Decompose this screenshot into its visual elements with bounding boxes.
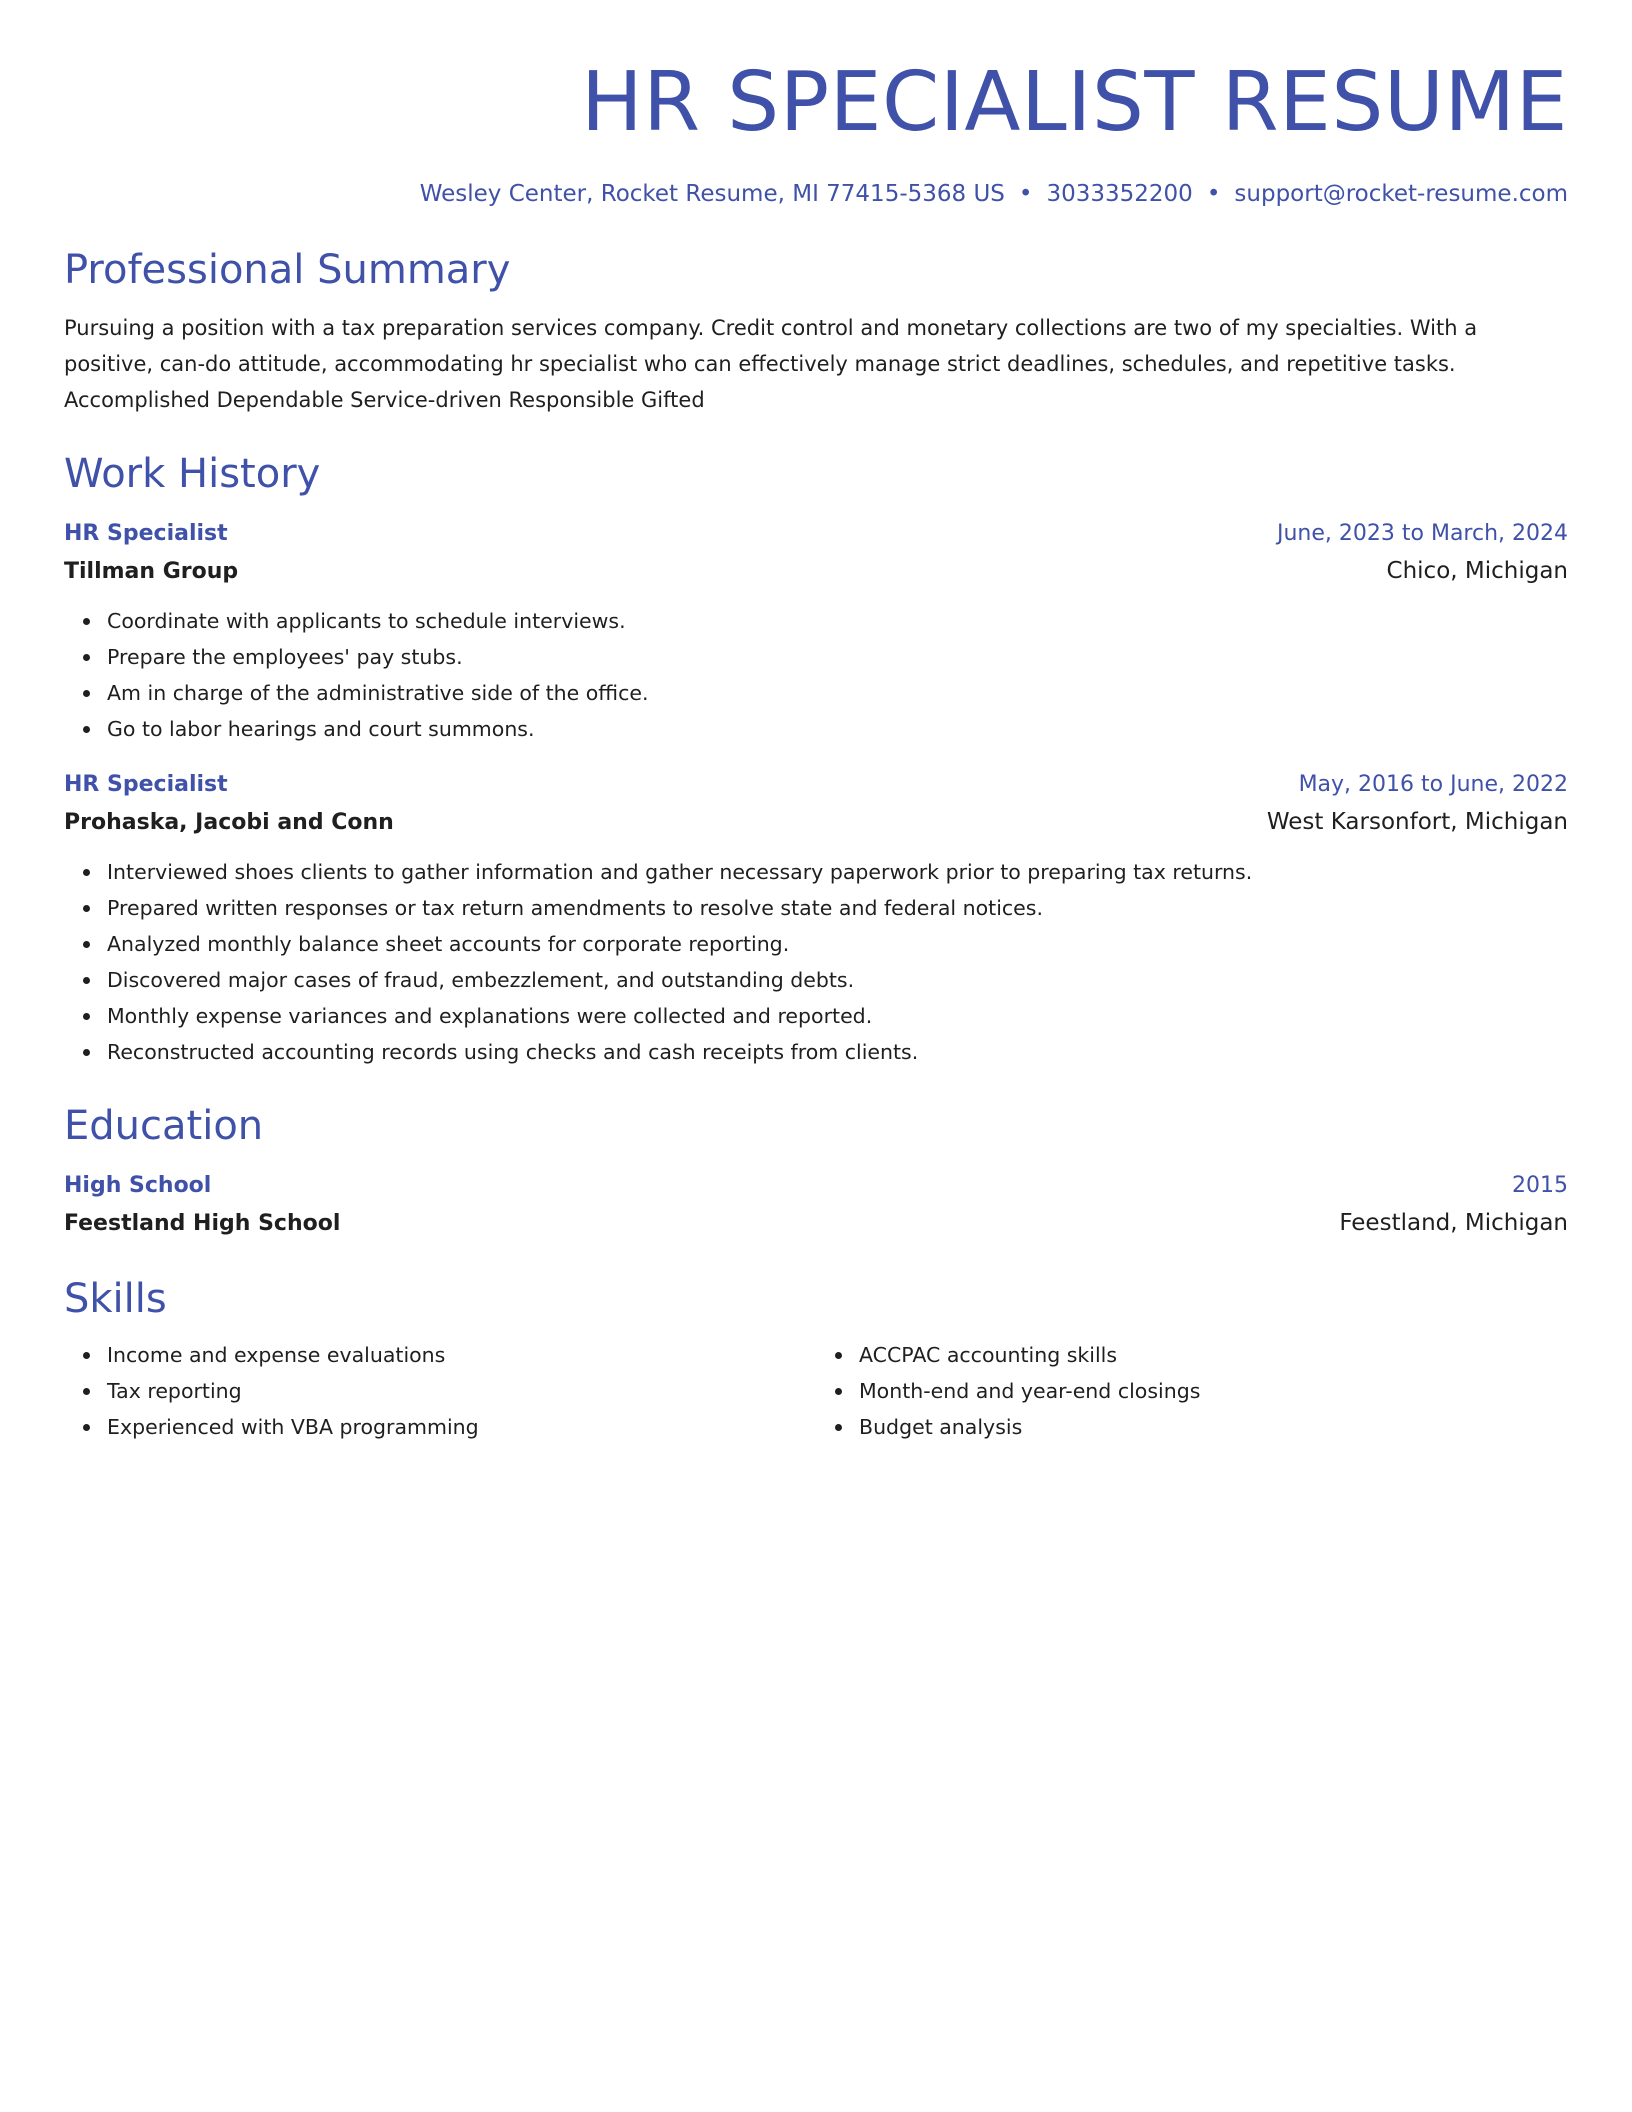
job-entry [64, 767, 1568, 1070]
job-bullet: Reconstructed accounting records using checks and cash receipts from clients. [107, 1034, 1568, 1070]
section-heading-education: Education [64, 1103, 264, 1149]
job-company-row [64, 552, 1568, 591]
section-heading-summary: Professional Summary [64, 247, 511, 293]
job-title-row [64, 516, 1568, 552]
job-bullet: Coordinate with applicants to schedule interviews. [107, 603, 1568, 639]
education-degree: High School [64, 1173, 212, 1198]
contact-separator: • [1018, 181, 1033, 207]
skill-item: Month-end and year-end closings [859, 1373, 1568, 1409]
job-entry [64, 516, 1568, 747]
job-dates: May, 2016 to June, 2022 [1298, 772, 1568, 797]
skill-item: Tax reporting [107, 1373, 816, 1409]
section-heading-skills: Skills [64, 1276, 167, 1322]
contact-address: Wesley Center, Rocket Resume, MI 77415-5368 US [419, 181, 1005, 207]
education-school-row [64, 1204, 1568, 1243]
skills-list-right [816, 1337, 1568, 1445]
education-section [64, 1100, 1568, 1243]
skills-section [64, 1273, 1568, 1445]
job-company: Tillman Group [64, 559, 239, 584]
job-title: HR Specialist [64, 521, 228, 546]
job-company: Prohaska, Jacobi and Conn [64, 810, 394, 835]
resume-title: HR SPECIALIST RESUME [580, 55, 1568, 150]
job-location: West Karsonfort, Michigan [1266, 809, 1568, 835]
job-bullet-list [64, 854, 1568, 1070]
contact-separator: • [1206, 181, 1221, 207]
job-title-row [64, 767, 1568, 803]
education-location: Feestland, Michigan [1339, 1210, 1568, 1236]
skill-item: ACCPAC accounting skills [859, 1337, 1568, 1373]
job-bullet: Go to labor hearings and court summons. [107, 711, 1568, 747]
job-bullet: Prepare the employees' pay stubs. [107, 639, 1568, 675]
job-bullet: Monthly expense variances and explanations were collected and reported. [107, 998, 1568, 1034]
job-bullet: Interviewed shoes clients to gather information and gather necessary paperwork prior to preparing tax returns. [107, 854, 1568, 890]
job-bullet: Analyzed monthly balance sheet accounts for corporate reporting. [107, 926, 1568, 962]
skill-item: Experienced with VBA programming [107, 1409, 816, 1445]
skill-item: Budget analysis [859, 1409, 1568, 1445]
education-entry [64, 1168, 1568, 1243]
job-bullet-list [64, 603, 1568, 747]
job-company-row [64, 803, 1568, 842]
education-year: 2015 [1512, 1173, 1568, 1198]
contact-email[interactable]: support@rocket-resume.com [1234, 181, 1568, 207]
education-degree-row [64, 1168, 1568, 1204]
job-location: Chico, Michigan [1386, 558, 1568, 584]
work-history-section [64, 448, 1568, 1070]
job-bullet: Am in charge of the administrative side of the office. [107, 675, 1568, 711]
summary-text: Pursuing a position with a tax preparation services company. Credit control and monetary collections are two of my specialties. With a positive, can-do attitude, accommodating hr specialist who can effectively manage strict deadlines, schedules, and repetitive tasks. Accomplished Dependable Service-driven Responsible Gifted [64, 316, 1478, 412]
job-bullet: Discovered major cases of fraud, embezzlement, and outstanding debts. [107, 962, 1568, 998]
job-bullet: Prepared written responses or tax return amendments to resolve state and federal notices. [107, 890, 1568, 926]
skills-list-left [64, 1337, 816, 1445]
professional-summary-section [64, 244, 1568, 418]
job-title: HR Specialist [64, 772, 228, 797]
contact-phone: 3033352200 [1046, 181, 1193, 207]
job-dates: June, 2023 to March, 2024 [1277, 521, 1568, 546]
contact-line [64, 178, 1568, 210]
skills-grid [64, 1337, 1568, 1445]
section-heading-work-history: Work History [64, 451, 321, 497]
skill-item: Income and expense evaluations [107, 1337, 816, 1373]
education-school: Feestland High School [64, 1211, 341, 1236]
resume-header [64, 48, 1568, 210]
